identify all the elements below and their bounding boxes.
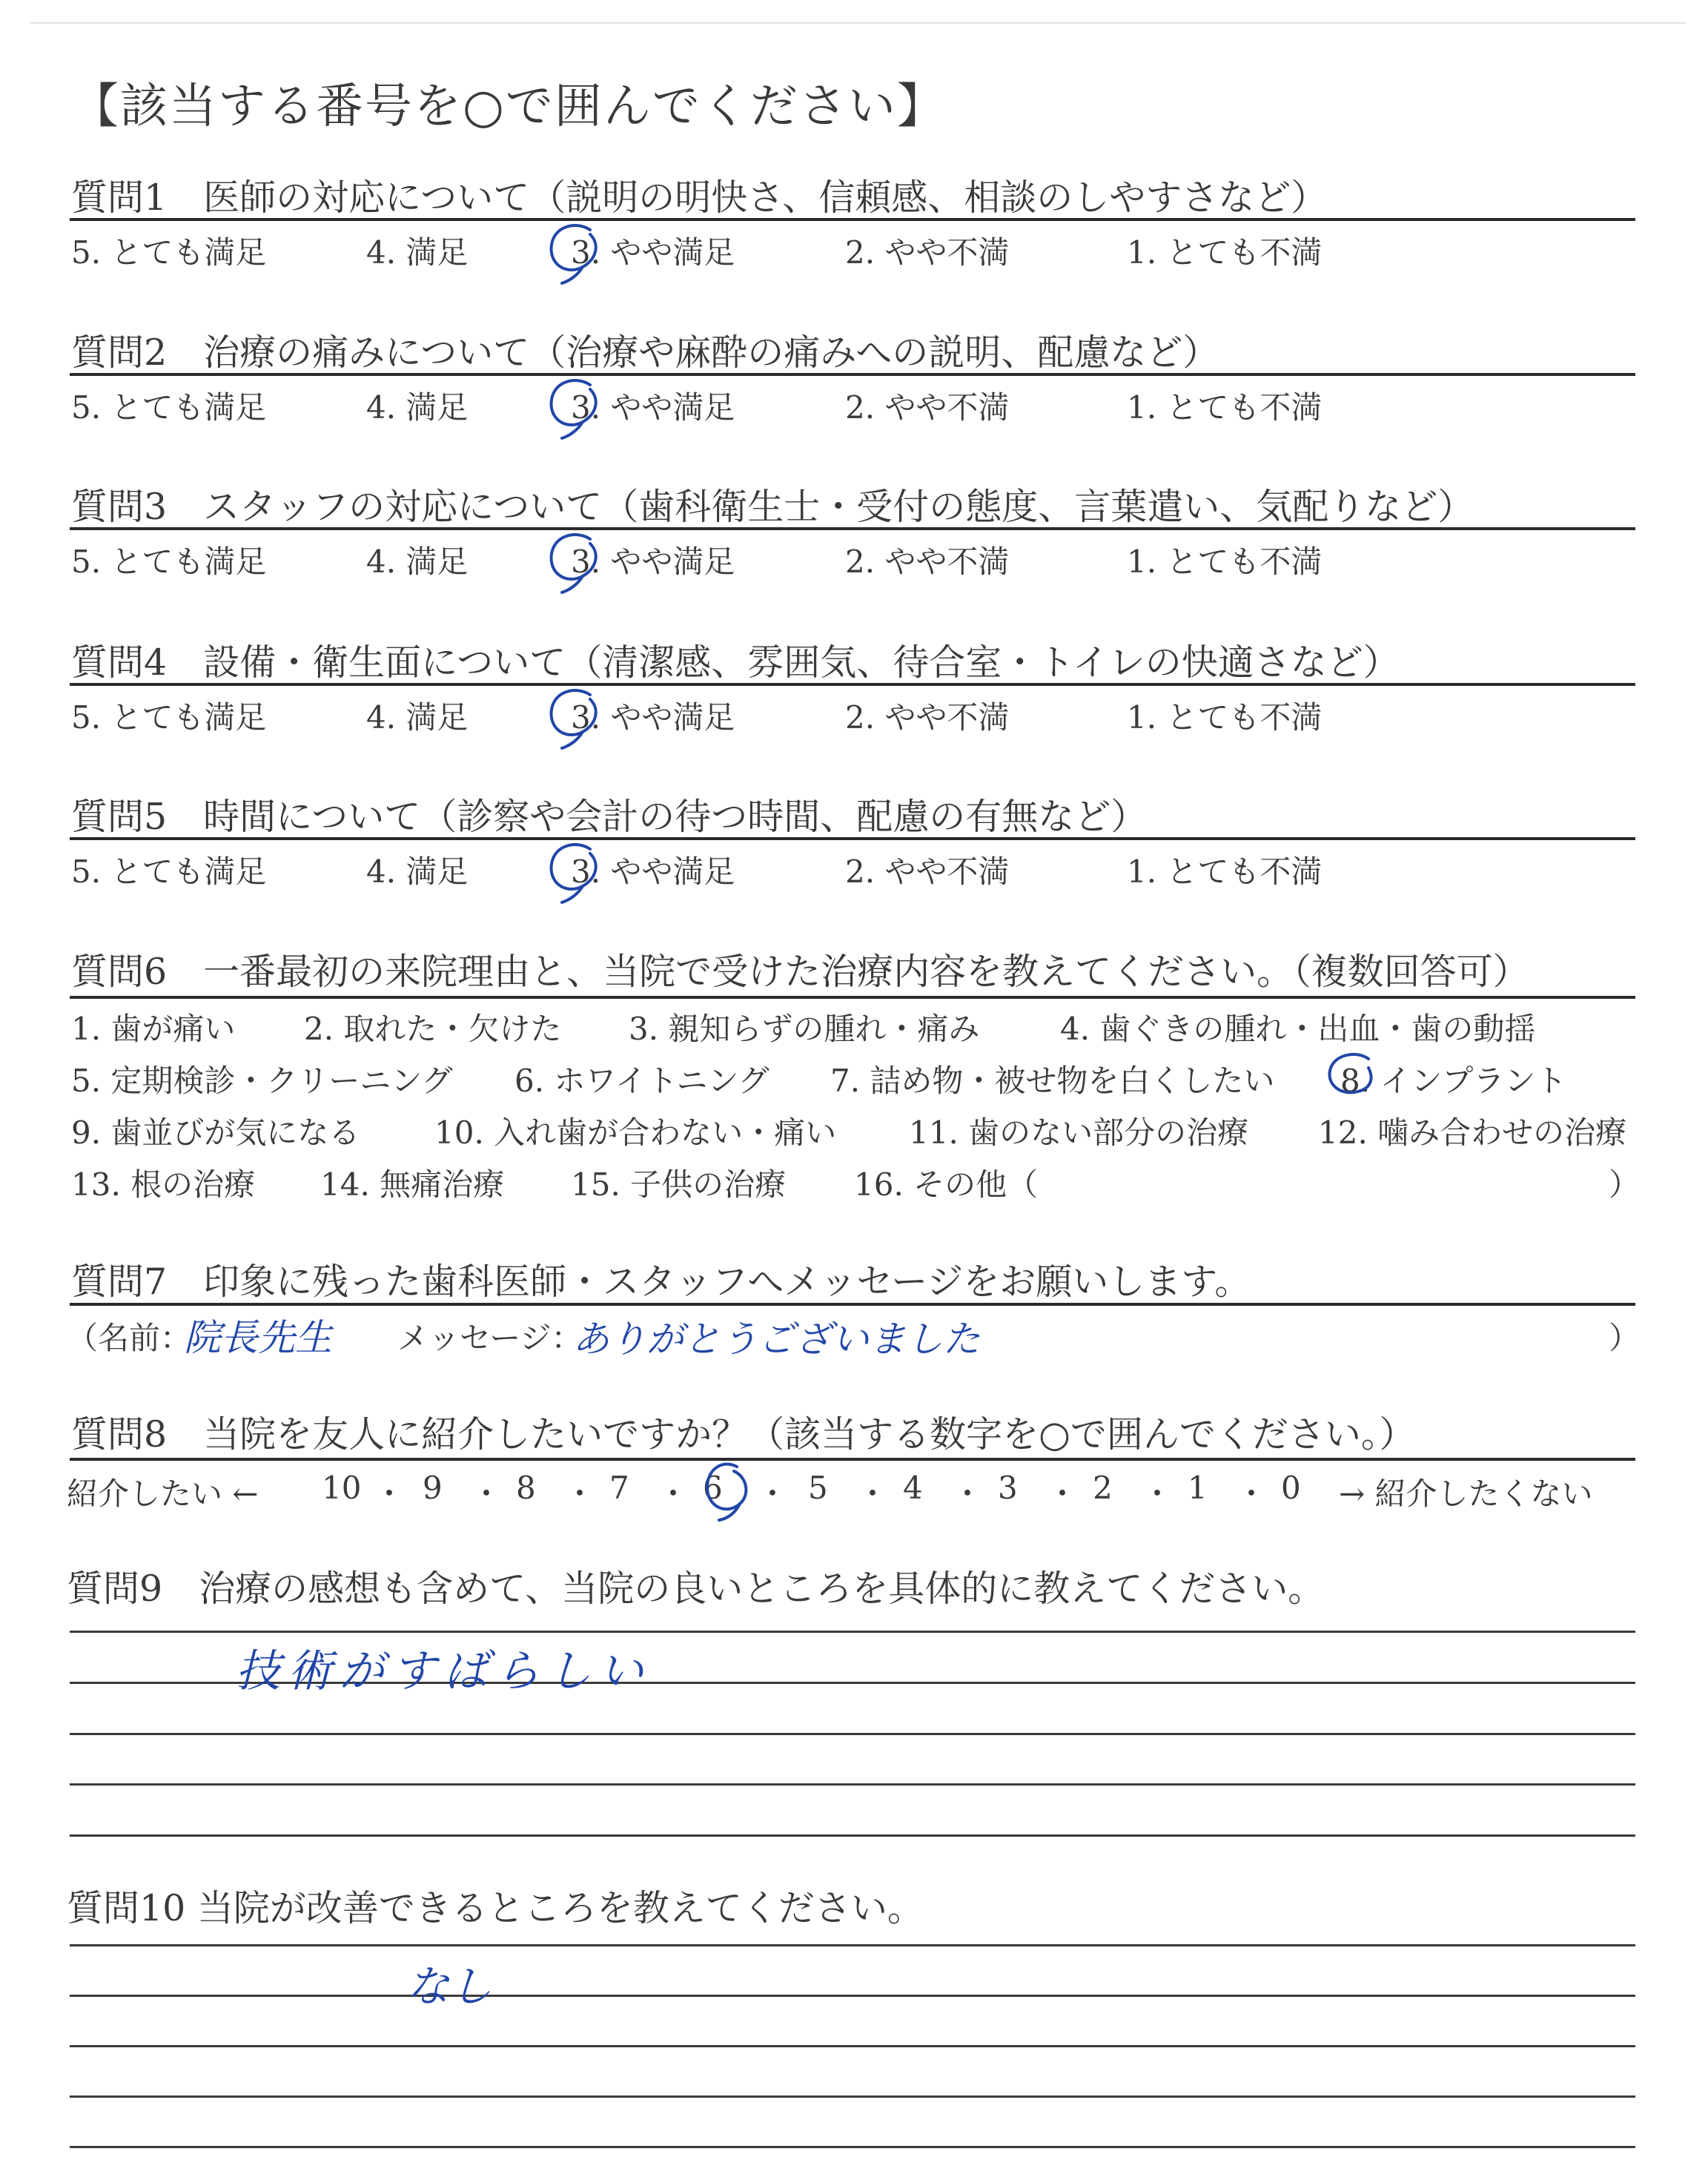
q10-answer-line [70,1944,1635,1946]
q2-option[interactable]: 5. とても満足 [71,389,267,426]
q8-scale-separator: ・ [1047,1476,1079,1512]
q2-rule [70,373,1635,376]
q10-title: 質問10 当院が改善できるところを教えてください。 [67,1887,924,1929]
q6-option[interactable]: 1. 歯が痛い [71,1011,236,1047]
q6-option[interactable]: 14. 無痛治療 [320,1166,505,1203]
q2-option[interactable]: 2. やや不満 [845,389,1010,426]
q3-option[interactable]: 4. 満足 [366,544,469,580]
q8-scale-option[interactable]: 6 [703,1470,723,1506]
q8-scale-option[interactable]: 5 [808,1470,828,1506]
q4-rule [70,683,1635,686]
q1-rule [70,218,1635,221]
q4-answer-circle [544,684,615,751]
q8-scale-separator: ・ [471,1476,503,1512]
q7-name-label: （名前： [67,1320,192,1356]
q6-option[interactable]: 15. 子供の治療 [571,1166,787,1203]
q4-option[interactable]: 1. とても不満 [1127,699,1323,736]
q7-message-label: メッセージ： [397,1320,583,1356]
q3-title: 質問3 スタッフの対応について（歯科衛生士・受付の態度、言葉遣い、気配りなど） [71,486,1474,528]
q8-scale-separator: ・ [1236,1476,1268,1512]
q8-scale-option[interactable]: 3 [998,1470,1018,1506]
q2-option[interactable]: 3. やや満足 [571,389,735,426]
q8-scale-option[interactable]: 7 [609,1470,629,1506]
q8-scale-separator: ・ [757,1476,789,1512]
q6-option[interactable]: 4. 歯ぐきの腫れ・出血・歯の動揺 [1060,1011,1536,1047]
q8-title: 質問8 当院を友人に紹介したいですか？（該当する数字を○で囲んでください。） [71,1413,1416,1456]
q6-option[interactable]: 10. 入れ歯が合わない・痛い [434,1114,837,1151]
q4-option[interactable]: 2. やや不満 [845,699,1010,736]
q1-title: 質問1 医師の対応について（説明の明快さ、信頼感、相談のしやすさなど） [71,176,1328,219]
q5-option[interactable]: 3. やや満足 [571,853,735,890]
q6-option[interactable]: 11. 歯のない部分の治療 [909,1114,1249,1151]
q6-option[interactable]: 2. 取れた・欠けた [304,1011,562,1047]
q6-other-close: ） [1609,1166,1641,1203]
q8-scale-separator: ・ [1142,1476,1174,1512]
q8-scale-separator: ・ [564,1476,596,1512]
q5-rule [70,837,1635,840]
q7-title: 質問7 印象に残った歯科医師・スタッフへメッセージをお願いします。 [71,1261,1251,1303]
q6-option[interactable]: 16. その他（ [854,1166,1039,1203]
q8-scale-option[interactable]: 9 [423,1470,443,1506]
q6-rule [70,996,1635,999]
q8-scale-option[interactable]: 8 [516,1470,536,1506]
q8-scale-option[interactable]: 0 [1281,1470,1301,1506]
q6-option[interactable]: 13. 根の治療 [71,1166,256,1203]
q7-close: ） [1609,1320,1641,1356]
q1-answer-circle [544,219,615,286]
q9-answer-line [70,1631,1635,1633]
q3-option[interactable]: 2. やや不満 [845,544,1010,580]
q8-scale-separator: ・ [952,1476,984,1512]
q4-option[interactable]: 4. 満足 [366,699,469,736]
q5-answer-circle [544,839,615,905]
q3-option[interactable]: 3. やや満足 [571,544,735,580]
scan-edge [30,22,1686,24]
q10-answer-line [70,1995,1635,1997]
q9-answer-line [70,1783,1635,1786]
q10-answer-line [70,2146,1635,2148]
q8-scale-option[interactable]: 1 [1188,1470,1208,1506]
q10-answer-line [70,2095,1635,2098]
q2-answer-circle [544,374,615,441]
q9-title: 質問9 治療の感想も含めて、当院の良いところを具体的に教えてください。 [67,1568,1325,1610]
q1-option[interactable]: 5. とても満足 [71,234,267,271]
q7-name-answer[interactable]: 院長先生 [184,1316,332,1359]
q6-option[interactable]: 7. 詰め物・被せ物を白くしたい [830,1063,1275,1099]
q3-option[interactable]: 5. とても満足 [71,544,267,580]
q2-option[interactable]: 1. とても不満 [1127,389,1323,426]
q10-answer[interactable]: なし [406,1961,493,2012]
q6-answer-circle [1325,1051,1385,1100]
q1-option[interactable]: 3. やや満足 [571,234,735,271]
q2-option[interactable]: 4. 満足 [366,389,469,426]
q8-scale-option[interactable]: 2 [1093,1470,1113,1506]
q5-option[interactable]: 5. とても満足 [71,853,267,890]
q10-answer-line [70,2045,1635,2047]
q6-option-selected[interactable]: 8. インプラント [1340,1063,1567,1099]
instruction-heading: 【該当する番号を○で囲んでください】 [71,79,946,134]
q6-option[interactable]: 3. 親知らずの腫れ・痛み [629,1011,980,1047]
q8-scale-option[interactable]: 10 [322,1470,362,1506]
q6-option[interactable]: 12. 噛み合わせの治療 [1318,1114,1627,1151]
q8-scale-separator: ・ [374,1476,406,1512]
q8-left-label: 紹介したい ← [67,1476,259,1512]
q4-option[interactable]: 5. とても満足 [71,699,267,736]
q5-option[interactable]: 2. やや不満 [845,853,1010,890]
q8-scale-option[interactable]: 4 [903,1470,923,1506]
q3-rule [70,527,1635,530]
q6-option[interactable]: 6. ホワイトニング [514,1063,769,1099]
q5-option[interactable]: 4. 満足 [366,853,469,890]
q5-option[interactable]: 1. とても不満 [1127,853,1323,890]
q9-answer-line [70,1834,1635,1837]
q3-option[interactable]: 1. とても不満 [1127,544,1323,580]
q9-answer-line [70,1733,1635,1735]
q7-rule [70,1303,1635,1306]
q8-rule [70,1458,1635,1461]
q1-option[interactable]: 4. 満足 [366,234,469,271]
q8-answer-circle [701,1461,755,1523]
q6-option[interactable]: 5. 定期検診・クリーニング [71,1063,453,1099]
q6-option[interactable]: 9. 歯並びが気になる [71,1114,360,1151]
q9-answer[interactable]: 技術がすばらしい [236,1645,651,1697]
q8-right-label: → 紹介したくない [1339,1476,1593,1512]
q3-answer-circle [544,529,615,595]
q5-title: 質問5 時間について（診察や会計の待つ時間、配慮の有無など） [71,796,1148,838]
q8-scale-separator: ・ [857,1476,889,1512]
q2-title: 質問2 治療の痛みについて（治療や麻酔の痛みへの説明、配慮など） [71,331,1219,374]
q1-option[interactable]: 2. やや不満 [845,234,1010,271]
q4-title: 質問4 設備・衛生面について（清潔感、雰囲気、待合室・トイレの快適さなど） [71,641,1400,684]
q4-option[interactable]: 3. やや満足 [571,699,735,736]
q6-title: 質問6 一番最初の来院理由と、当院で受けた治療内容を教えてください。（複数回答可） [71,951,1529,993]
q7-message-answer[interactable]: ありがとうございました [572,1318,980,1361]
q1-option[interactable]: 1. とても不満 [1127,234,1323,271]
q8-scale-separator: ・ [658,1476,689,1512]
